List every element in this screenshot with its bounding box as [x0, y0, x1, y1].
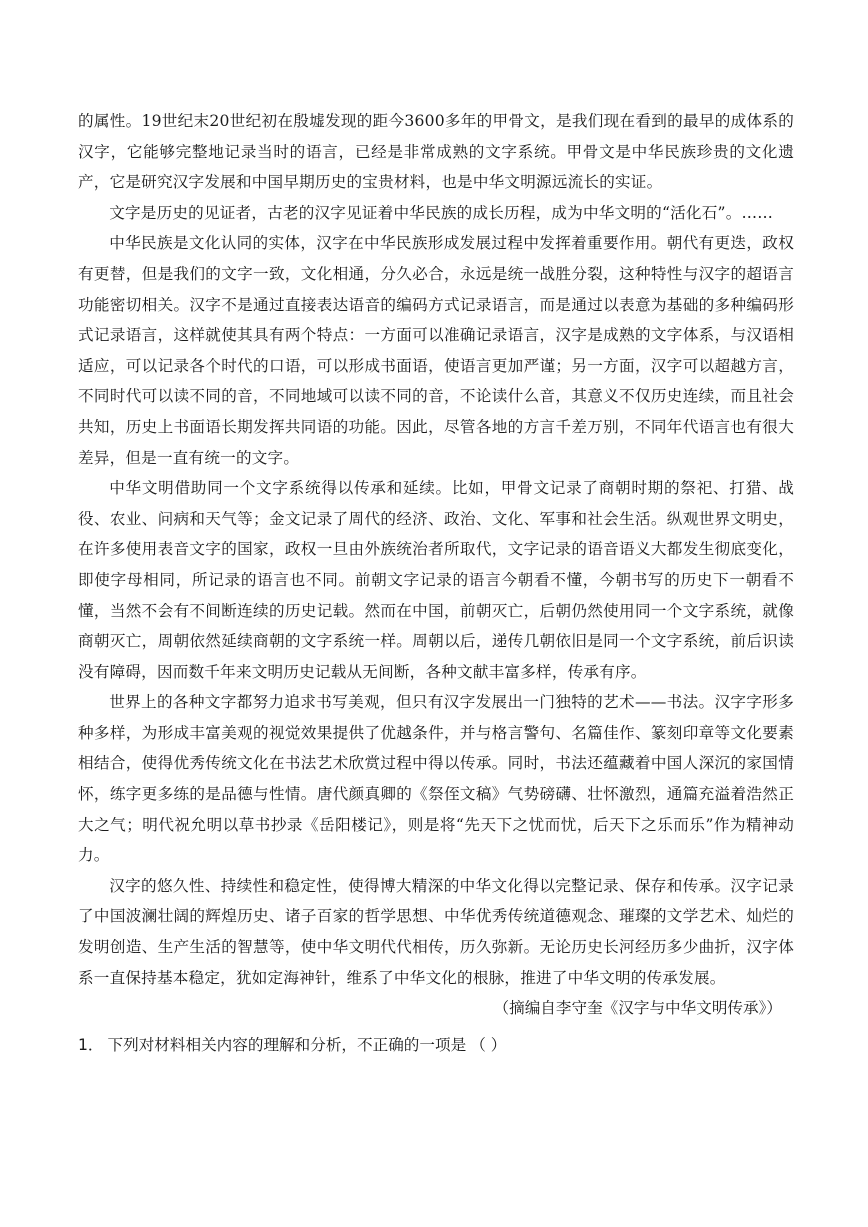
question-1 [78, 1030, 794, 1061]
paragraph-living-fossil: 文字是历史的见证者，古老的汉字见证着中华民族的成长历程，成为中华文明的“活化石”。…… [109, 203, 774, 222]
question-number: 1． [78, 1035, 104, 1054]
paragraph-calligraphy: 世界上的各种文字都努力追求书写美观，但只有汉字发展出一门独特的艺术——书法。汉字字形多种多样，为形成丰富美观的视觉效果提供了优越条件，并与格言警句、名篇佳作、篆刻印章等文化要素相结合，使得优秀传统文化在书法艺术欣赏过程中得以传承。同时，书法还蕴藏着中国人深沉的家国情怀，练字更多练的是品德与性情。唐代颜真卿的《祭侄文稿》气势磅礴、壮怀激烈，通篇充溢着浩然正大之气；明代祝允明以草书抄录《岳阳楼记》，则是将“先天下之忧而忧，后天下之乐而乐”作为精神动力。 [78, 693, 794, 865]
paragraph-cultural-identity: 中华民族是文化认同的实体，汉字在中华民族形成发展过程中发挥着重要作用。朝代有更迭，政权有更替，但是我们的文字一致，文化相通，分久必合，永远是统一战胜分裂，这种特性与汉字的超语言功能密切相关。汉字不是通过直接表达语音的编码方式记录语言，而是通过以表意为基础的多种编码形式记录语言，这样就使其具有两个特点：一方面可以准确记录语言，汉字是成熟的文字体系，与汉语相适应，可以记录各个时代的口语，可以形成书面语，使语言更加严谨；另一方面，汉字可以超越方言，不同时代可以读不同的音，不同地域可以读不同的音，不论读什么音，其意义不仅历史连续，而且社会共知，历史上书面语长期发挥共同语的功能。因此，尽管各地的方言千差万别，不同年代语言也有很大差异，但是一直有统一的文字。 [78, 234, 794, 467]
answer-blank[interactable]: （ ） [470, 1035, 507, 1054]
source-citation: （摘编自李守奎《汉字与中华文明传承》） [493, 999, 782, 1018]
paragraph-civilization-continuity: 中华文明借助同一个文字系统得以传承和延续。比如，甲骨文记录了商朝时期的祭祀、打猎、战役、农业、问病和天气等；金文记录了周代的经济、政治、文化、军事和社会生活。纵观世界文明史，在许多使用表音文字的国家，政权一旦由外族统治者所取代，文字记录的语音语义大都发生彻底变化，即使字母相同，所记录的语言也不同。前朝文字记录的语言今朝看不懂，今朝书写的历史下一朝看不懂，当然不会有不间断连续的历史记载。然而在中国，前朝灭亡，后朝仍然使用同一个文字系统，就像商朝灭亡，周朝依然延续商朝的文字系统一样。周朝以后，递传几朝依旧是同一个文字系统，前后识读没有障碍，因而数千年来文明历史记载从无间断，各种文献丰富多样，传承有序。 [78, 479, 794, 681]
paragraph-continuation: 的属性。19世纪末20世纪初在殷墟发现的距今3600多年的甲骨文，是我们现在看到的最早的成体系的汉字，它能够完整地记录当时的语言，已经是非常成熟的文字系统。甲骨文是中华民族珍贵的文化遗产，它是研究汉字发展和中国早期历史的宝贵材料，也是中华文明源远流长的实证。 [78, 112, 794, 192]
paragraph-conclusion: 汉字的悠久性、持续性和稳定性，使得博大精深的中华文化得以完整记录、保存和传承。汉字记录了中国波澜壮阔的辉煌历史、诸子百家的哲学思想、中华优秀传统道德观念、璀璨的文学艺术、灿烂的发明创造、生产生活的智慧等，使中华文明代代相传，历久弥新。无论历史长河经历多少曲折，汉字体系一直保持基本稳定，犹如定海神针，维系了中华文化的根脉，推进了中华文明的传承发展。 [78, 876, 794, 987]
document-page [78, 106, 794, 1060]
question-text: 下列对材料相关内容的理解和分析，不正确的一项是 [107, 1035, 467, 1054]
